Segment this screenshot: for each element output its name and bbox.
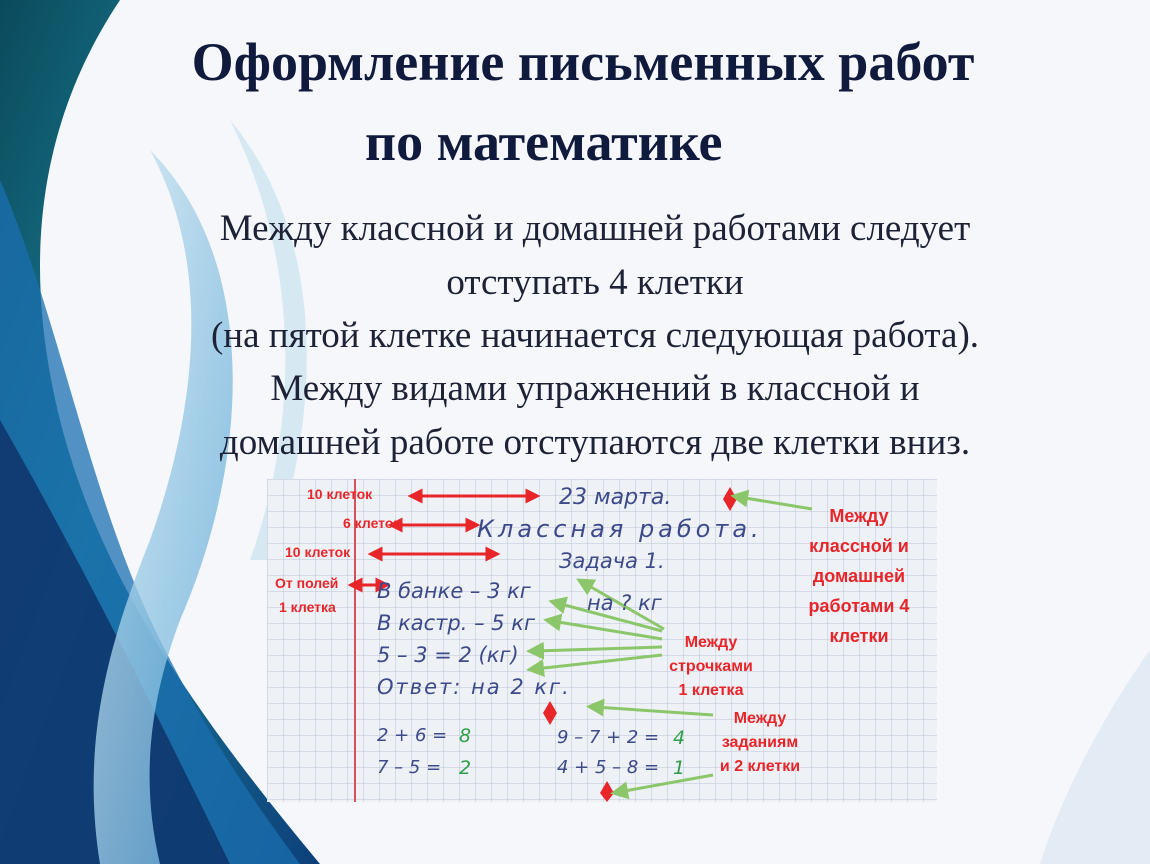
hw-ex4-answer: 1	[673, 757, 686, 779]
text-line-3: (на пятой клетке начинается следующая работа).	[210, 315, 980, 356]
text-line-2: отступать 4 клетки	[446, 262, 744, 303]
hw-ex1-answer: 8	[459, 725, 472, 747]
label-between-lines-3: 1 клетка	[678, 682, 744, 699]
label-between-works	[769, 501, 949, 651]
label-between-lines-1: Между	[684, 634, 738, 651]
label-between-works-4: работами 4	[808, 596, 910, 616]
hw-work-title: Классная работа.	[477, 515, 763, 543]
label-between-works-5: клетки	[829, 626, 889, 646]
text-line-5: домашней работе отступаются две клетки вниз.	[219, 422, 971, 463]
hw-line1: В банке – 3 кг	[377, 579, 531, 603]
label-10-cells-top: 10 клеток	[307, 486, 373, 502]
notebook-photo	[267, 479, 937, 802]
hw-ex4: 4 + 5 – 8 =	[557, 757, 660, 778]
hw-answer: Ответ: на 2 кг.	[377, 675, 571, 699]
label-between-works-2: классной и	[809, 536, 909, 556]
text-line-4: Между видами упражнений в классной и	[270, 368, 920, 409]
label-between-tasks-1: Между	[733, 710, 787, 727]
label-between-tasks-3: и 2 клетки	[719, 758, 801, 775]
slide-title-line2: по математике	[365, 112, 723, 172]
hw-ex2: 7 – 5 =	[377, 757, 442, 778]
slide-title-line1: Оформление письменных работ	[191, 32, 975, 92]
hw-ex3: 9 – 7 + 2 =	[557, 727, 660, 748]
hw-ex1: 2 + 6 =	[377, 725, 448, 746]
label-margin-line1: От полей	[275, 575, 339, 591]
label-margin-line2: 1 клетка	[279, 599, 336, 615]
hw-line3: 5 – 3 = 2 (кг)	[377, 643, 519, 667]
hw-line2: В кастр. – 5 кг	[377, 611, 536, 635]
hw-ex2-answer: 2	[459, 757, 472, 779]
label-10-cells-second: 10 клеток	[285, 544, 351, 560]
hw-task: Задача 1.	[559, 549, 665, 573]
label-between-works-3: домашней	[812, 566, 906, 586]
text-line-1: Между классной и домашней работами следует	[219, 208, 971, 249]
label-6-cells: 6 клеток	[343, 515, 401, 531]
hw-date: 23 марта.	[559, 485, 672, 510]
label-between-tasks-2: заданиям	[721, 734, 799, 751]
label-between-works-1: Между	[829, 506, 889, 526]
label-between-lines	[651, 631, 771, 703]
label-between-lines-2: строчками	[669, 658, 753, 675]
hw-ex3-answer: 4	[673, 727, 686, 749]
hw-line1b: на ? кг	[587, 591, 662, 615]
label-between-tasks	[705, 707, 815, 779]
